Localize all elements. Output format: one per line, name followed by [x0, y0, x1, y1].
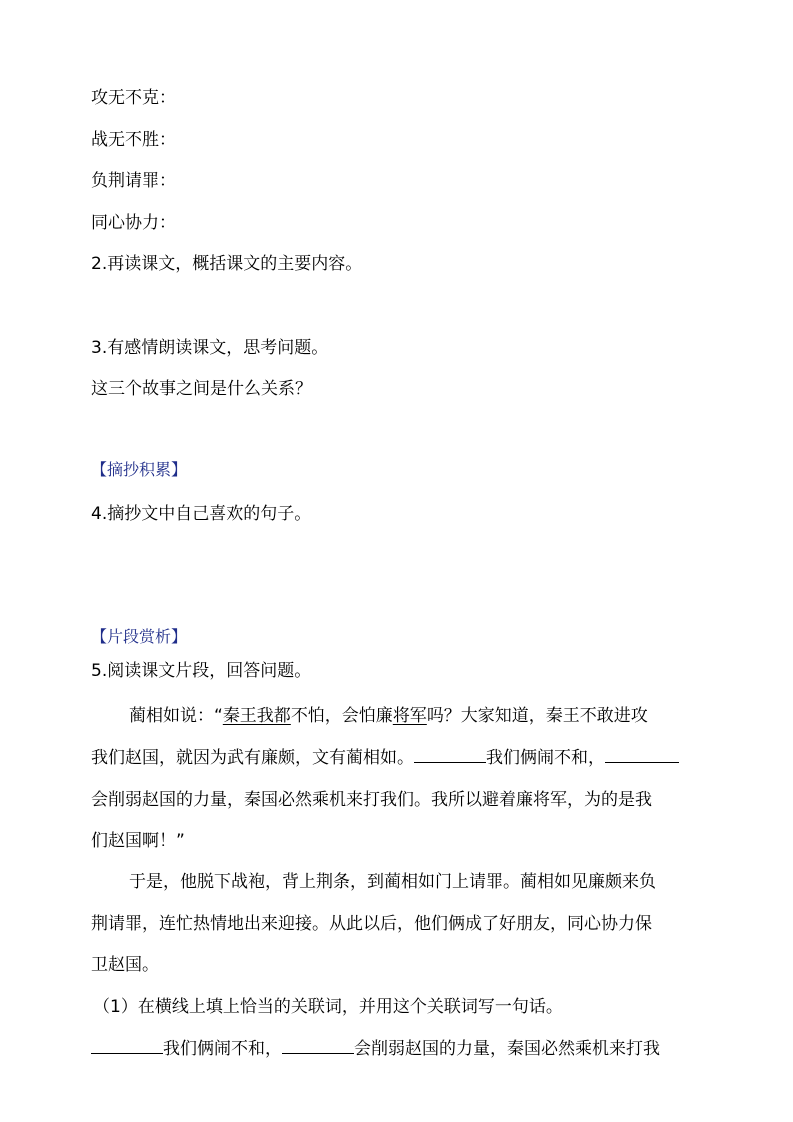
passage-line — [91, 746, 679, 770]
vocab-item: 同心协力： — [91, 213, 176, 233]
answer-text: 会削弱赵国的力量，秦国必然乘机来打我 — [354, 1039, 660, 1059]
passage-text: 吗？大家知道，秦王不敢进攻 — [426, 706, 648, 726]
passage-text: 蔺相如说：“ — [129, 706, 223, 726]
question-4: 4.摘抄文中自己喜欢的句子。 — [91, 504, 312, 524]
passage-text: 我们俩闹不和， — [486, 748, 605, 768]
fill-blank[interactable] — [91, 1037, 163, 1054]
passage-line: 于是，他脱下战袍，背上荆条，到蔺相如门上请罪。蔺相如见廉颇来负 — [129, 872, 656, 892]
question-3-sub: 这三个故事之间是什么关系？ — [91, 379, 312, 399]
fill-blank[interactable] — [414, 746, 486, 763]
passage-text: 不怕，会怕廉 — [290, 706, 393, 726]
passage-line — [129, 704, 648, 728]
underlined-text: 秦王我都 — [222, 706, 291, 726]
passage-line: 荆请罪，连忙热情地出来迎接。从此以后，他们俩成了好朋友，同心协力保 — [91, 914, 652, 934]
vocab-item: 战无不胜： — [91, 130, 176, 150]
underlined-text: 将军 — [392, 706, 427, 726]
question-2: 2.再读课文，概括课文的主要内容。 — [91, 254, 363, 274]
answer-text: 我们俩闹不和， — [163, 1039, 282, 1059]
passage-text: 我们赵国，就因为武有廉颇，文有蔺相如。 — [91, 748, 414, 768]
vocab-item: 攻无不克： — [91, 88, 176, 108]
passage-line: 们赵国啊！” — [91, 831, 185, 851]
answer-line — [91, 1037, 660, 1061]
fill-blank[interactable] — [282, 1037, 354, 1054]
passage-line: 卫赵国。 — [91, 955, 159, 975]
fill-blank[interactable] — [605, 746, 679, 763]
question-5: 5.阅读课文片段，回答问题。 — [91, 661, 312, 681]
passage-line: 会削弱赵国的力量，秦国必然乘机来打我们。我所以避着廉将军，为的是我 — [91, 790, 652, 810]
question-5-1: （1）在横线上填上恰当的关联词，并用这个关联词写一句话。 — [93, 997, 563, 1017]
section-heading-copy: 【摘抄积累】 — [91, 460, 188, 479]
section-heading-analysis: 【片段赏析】 — [91, 627, 188, 646]
question-3: 3.有感情朗读课文，思考问题。 — [91, 338, 329, 358]
vocab-item: 负荆请罪： — [91, 171, 176, 191]
